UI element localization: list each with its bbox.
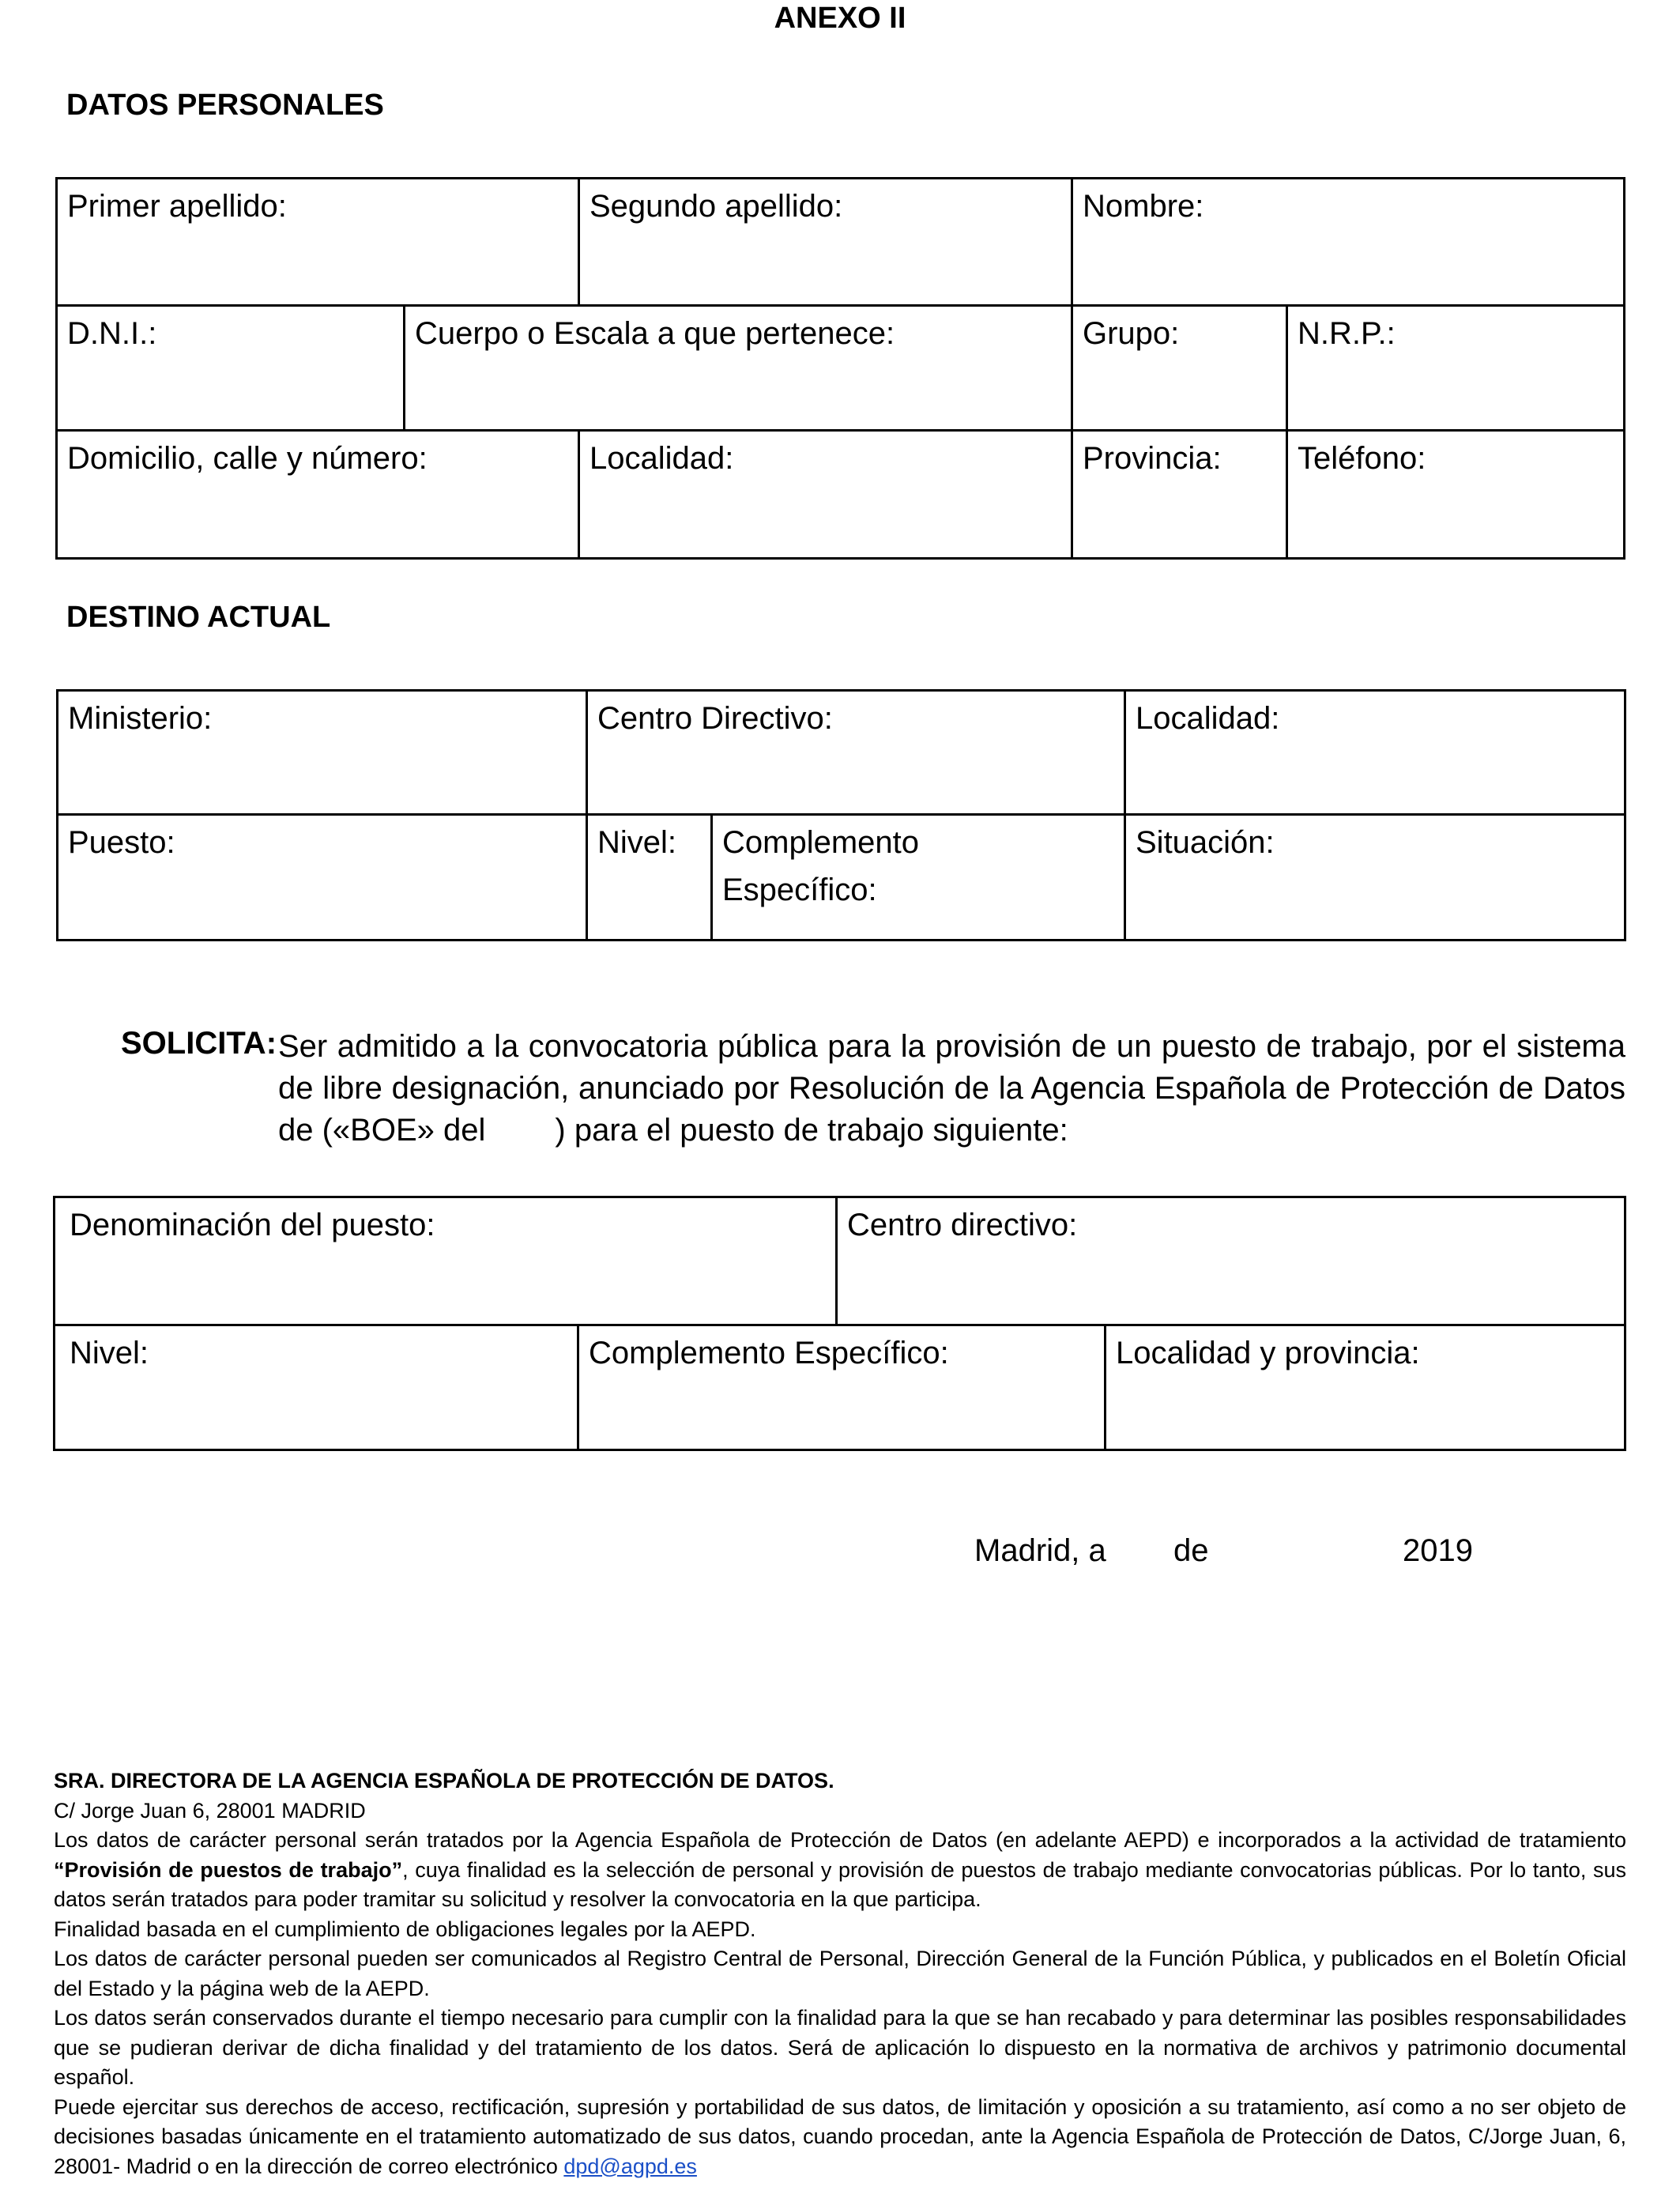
page-title: ANEXO II: [774, 2, 906, 35]
fecha-lugar: Madrid, a: [974, 1533, 1106, 1568]
privacy-p1-activity: “Provisión de puestos de trabajo”: [54, 1857, 403, 1882]
nombre-field[interactable]: [1071, 177, 1625, 307]
fecha-de: de: [1173, 1533, 1209, 1568]
telefono-field[interactable]: [1286, 429, 1625, 560]
centro-directivo-label: Centro Directivo:: [597, 701, 833, 736]
footer-privacy-notice: [54, 1766, 1626, 2181]
localidad-label: Localidad:: [590, 441, 734, 476]
segundo-apellido-field[interactable]: [578, 177, 1073, 307]
domicilio-label: Domicilio, calle y número:: [67, 441, 428, 476]
privacy-p5-text: Puede ejercitar sus derechos de acceso, rectificación, supresión y portabilidad de sus datos, de limitación y oposición a su tratamiento, así como a no ser objeto de decisiones basadas únicamente en el tratamiento automatizado de sus datos, cuando procedan, ante la Agencia Española de Protección de Datos, C/Jorge Juan, 6, 28001- Madrid o en la dirección de correo electrónico: [54, 2094, 1626, 2178]
privacy-paragraph-3: Los datos de carácter personal pueden ser comunicados al Registro Central de Personal, Dirección General de la Función Pública, y publicados en el Boletín Oficial del Estado y la página web de la AEPD.: [54, 1947, 1626, 2000]
nrp-label: N.R.P.:: [1298, 316, 1396, 351]
privacy-paragraph-5: [54, 2093, 1626, 2182]
email-link[interactable]: dpd@agpd.es: [563, 2154, 697, 2178]
telefono-label: Teléfono:: [1298, 441, 1426, 476]
complemento-solicitado-field[interactable]: [577, 1324, 1106, 1451]
centro-directivo-field[interactable]: [586, 689, 1126, 816]
complemento-label-line1: Complemento: [722, 825, 920, 860]
provincia-field[interactable]: [1071, 429, 1288, 560]
fecha-year: 2019: [1403, 1533, 1473, 1568]
puesto-label: Puesto:: [68, 825, 175, 860]
centro-directivo-solicitado-label: Centro directivo:: [847, 1208, 1078, 1242]
nivel-solicitado-field[interactable]: [53, 1324, 579, 1451]
privacy-p1-start: Los datos de carácter personal serán tratados por la Agencia Española de Protección de Datos (en adelante AEPD) e incorporados a la actividad de tratamiento: [54, 1828, 1626, 1852]
centro-directivo-solicitado-field[interactable]: [835, 1196, 1626, 1326]
primer-apellido-field[interactable]: [55, 177, 580, 307]
destino-localidad-field[interactable]: [1124, 689, 1626, 816]
ministerio-field[interactable]: [56, 689, 588, 816]
domicilio-field[interactable]: [55, 429, 580, 560]
grupo-label: Grupo:: [1083, 316, 1180, 351]
privacy-paragraph-4: Los datos serán conservados durante el tiempo necesario para cumplir con la finalidad para la que se han recabado y para determinar las posibles responsabilidades que se pudieran derivar de dicha finalidad y del tratamiento de los datos. Será de aplicación lo dispuesto en la normativa de archivos y patrimonio documental español.: [54, 2006, 1626, 2089]
complemento-solicitado-label: Complemento Específico:: [589, 1336, 949, 1370]
cuerpo-escala-label: Cuerpo o Escala a que pertenece:: [415, 316, 895, 351]
grupo-field[interactable]: [1071, 304, 1288, 432]
nombre-label: Nombre:: [1083, 189, 1204, 224]
puesto-field[interactable]: [56, 813, 588, 941]
destinataria: SRA. DIRECTORA DE LA AGENCIA ESPAÑOLA DE PROTECCIÓN DE DATOS.: [54, 1769, 834, 1793]
denominacion-puesto-label: Denominación del puesto:: [70, 1208, 435, 1242]
direccion: C/ Jorge Juan 6, 28001 MADRID: [54, 1798, 366, 1823]
situacion-field[interactable]: [1124, 813, 1626, 941]
provincia-label: Provincia:: [1083, 441, 1222, 476]
localidad-provincia-field[interactable]: [1104, 1324, 1626, 1451]
privacy-paragraph-1: [54, 1826, 1626, 1915]
nivel-label: Nivel:: [597, 825, 677, 860]
destino-actual-heading: DESTINO ACTUAL: [66, 601, 331, 634]
complemento-especifico-field[interactable]: [710, 813, 1126, 941]
ministerio-label: Ministerio:: [68, 701, 213, 736]
privacy-paragraph-2: Finalidad basada en el cumplimiento de obligaciones legales por la AEPD.: [54, 1917, 756, 1941]
solicita-text-part1: Ser admitido a la convocatoria pública para la provisión de un puesto de trabajo, por el sistema de libre designación, anunciado por Resolución de la Agencia Española de Protección de Datos de («BOE» del: [278, 1029, 1625, 1148]
nrp-field[interactable]: [1286, 304, 1625, 432]
situacion-label: Situación:: [1136, 825, 1275, 860]
solicita-label: SOLICITA:: [121, 1026, 277, 1061]
complemento-label-line2: Específico:: [722, 873, 877, 907]
primer-apellido-label: Primer apellido:: [67, 189, 287, 224]
solicita-text: [278, 1026, 1625, 1152]
cuerpo-escala-field[interactable]: [403, 304, 1073, 432]
nivel-solicitado-label: Nivel:: [70, 1336, 149, 1370]
datos-personales-heading: DATOS PERSONALES: [66, 89, 384, 122]
localidad-field[interactable]: [578, 429, 1073, 560]
destino-localidad-label: Localidad:: [1136, 701, 1280, 736]
segundo-apellido-label: Segundo apellido:: [590, 189, 843, 224]
solicita-text-part2: ) para el puesto de trabajo siguiente:: [555, 1113, 1068, 1148]
denominacion-puesto-field[interactable]: [53, 1196, 838, 1326]
localidad-provincia-label: Localidad y provincia:: [1116, 1336, 1420, 1370]
dni-field[interactable]: [55, 304, 405, 432]
dni-label: D.N.I.:: [67, 316, 157, 351]
privacy-p1-end: , cuya finalidad es la selección de personal y provisión de puestos de trabajo mediante convocatorias públicas. Por lo tanto, sus datos serán tratados para poder tramitar su solicitud y resolver la convocatoria en la que participa.: [54, 1857, 1626, 1911]
nivel-field[interactable]: [586, 813, 713, 941]
